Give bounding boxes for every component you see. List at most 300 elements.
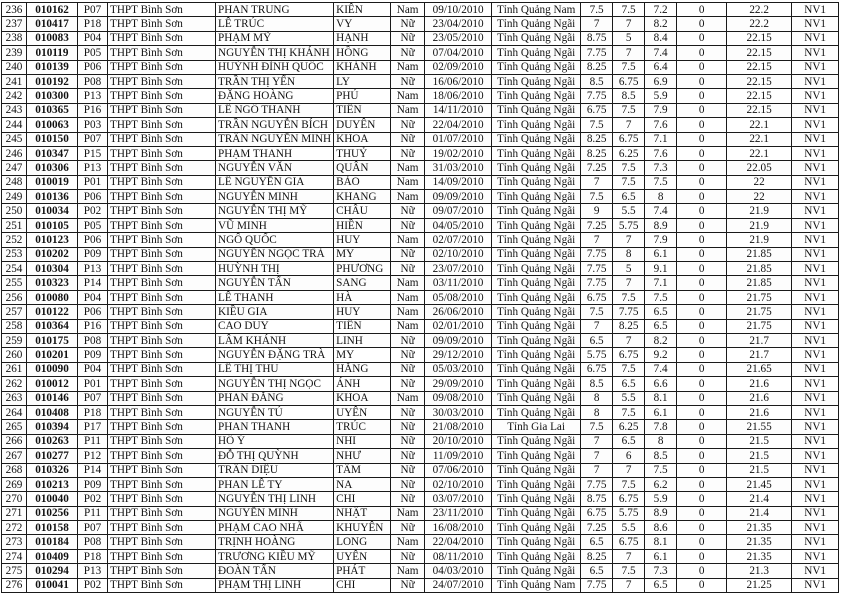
candidate-id-cell: 010034 (27, 204, 78, 218)
candidate-id-cell: 010063 (27, 118, 78, 132)
birthplace-cell: Tỉnh Quảng Ngãi (492, 521, 581, 535)
birth-date-cell: 02/07/2010 (425, 233, 492, 247)
surname-cell: NGUYỄN THỊ NGỌC (216, 377, 334, 391)
room-cell: P14 (78, 463, 108, 477)
score-3-cell: 6.6 (645, 377, 677, 391)
score-3-cell: 8 (645, 434, 677, 448)
candidate-id-cell: 010175 (27, 333, 78, 347)
table-row (2, 276, 839, 290)
total-cell: 21.4 (727, 506, 792, 520)
score-1-cell: 7 (581, 17, 613, 31)
birthplace-cell: Tỉnh Quảng Ngãi (492, 233, 581, 247)
room-cell: P11 (78, 506, 108, 520)
given-name-cell: HẠNH (334, 31, 391, 45)
bonus-cell: 0 (677, 74, 727, 88)
birthplace-cell: Tỉnh Quảng Ngãi (492, 362, 581, 376)
bonus-cell: 0 (677, 578, 727, 592)
school-cell: THPT Bình Sơn (108, 535, 216, 549)
choice-cell: NV1 (792, 17, 839, 31)
birth-date-cell: 07/06/2010 (425, 463, 492, 477)
table-row (2, 290, 839, 304)
table-row (2, 146, 839, 160)
stt-cell: 241 (2, 74, 27, 88)
given-name-cell: HỒNG (334, 46, 391, 60)
bonus-cell: 0 (677, 17, 727, 31)
birthplace-cell: Tỉnh Quảng Ngãi (492, 17, 581, 31)
birth-date-cell: 05/03/2010 (425, 362, 492, 376)
room-cell: P11 (78, 434, 108, 448)
birth-date-cell: 30/03/2010 (425, 405, 492, 419)
choice-cell: NV1 (792, 506, 839, 520)
choice-cell: NV1 (792, 477, 839, 491)
score-1-cell: 7.75 (581, 89, 613, 103)
given-name-cell: DUYÊN (334, 118, 391, 132)
birth-date-cell: 29/12/2010 (425, 348, 492, 362)
surname-cell: HỒ Ý (216, 434, 334, 448)
score-2-cell: 6.75 (613, 132, 645, 146)
score-1-cell: 7.25 (581, 218, 613, 232)
given-name-cell: HẰNG (334, 362, 391, 376)
room-cell: P13 (78, 262, 108, 276)
birth-date-cell: 24/07/2010 (425, 578, 492, 592)
stt-cell: 254 (2, 262, 27, 276)
school-cell: THPT Bình Sơn (108, 175, 216, 189)
surname-cell: LÊ TRÚC (216, 17, 334, 31)
total-cell: 22 (727, 190, 792, 204)
given-name-cell: HUY (334, 233, 391, 247)
birthplace-cell: Tỉnh Quảng Ngãi (492, 103, 581, 117)
birth-date-cell: 26/06/2010 (425, 305, 492, 319)
score-1-cell: 7.75 (581, 276, 613, 290)
gender-cell: Nữ (391, 348, 425, 362)
table-row (2, 262, 839, 276)
school-cell: THPT Bình Sơn (108, 132, 216, 146)
given-name-cell: LONG (334, 535, 391, 549)
birthplace-cell: Tỉnh Quảng Nam (492, 3, 581, 17)
school-cell: THPT Bình Sơn (108, 333, 216, 347)
surname-cell: LÂM KHÁNH (216, 333, 334, 347)
candidate-id-cell: 010158 (27, 521, 78, 535)
room-cell: P05 (78, 218, 108, 232)
candidate-id-cell: 010192 (27, 74, 78, 88)
given-name-cell: TIẾN (334, 319, 391, 333)
table-row (2, 305, 839, 319)
room-cell: P09 (78, 477, 108, 491)
bonus-cell: 0 (677, 46, 727, 60)
candidate-id-cell: 010277 (27, 449, 78, 463)
score-1-cell: 7 (581, 434, 613, 448)
stt-cell: 243 (2, 103, 27, 117)
table-row (2, 348, 839, 362)
birth-date-cell: 16/08/2010 (425, 521, 492, 535)
birthplace-cell: Tỉnh Quảng Ngãi (492, 492, 581, 506)
score-2-cell: 5.75 (613, 506, 645, 520)
score-3-cell: 7.5 (645, 290, 677, 304)
stt-cell: 251 (2, 218, 27, 232)
score-2-cell: 7.5 (613, 60, 645, 74)
surname-cell: LÊ THỊ THU (216, 362, 334, 376)
birthplace-cell: Tỉnh Quảng Ngãi (492, 434, 581, 448)
choice-cell: NV1 (792, 103, 839, 117)
surname-cell: TRẦN THỊ YẾN (216, 74, 334, 88)
stt-cell: 249 (2, 190, 27, 204)
choice-cell: NV1 (792, 31, 839, 45)
choice-cell: NV1 (792, 578, 839, 592)
birth-date-cell: 04/03/2010 (425, 564, 492, 578)
table-row (2, 420, 839, 434)
score-2-cell: 5 (613, 262, 645, 276)
score-2-cell: 7 (613, 463, 645, 477)
total-cell: 21.55 (727, 420, 792, 434)
birth-date-cell: 03/07/2010 (425, 492, 492, 506)
birthplace-cell: Tỉnh Quảng Nam (492, 578, 581, 592)
score-2-cell: 6.75 (613, 535, 645, 549)
score-2-cell: 8.5 (613, 89, 645, 103)
stt-cell: 236 (2, 3, 27, 17)
surname-cell: LÊ THANH (216, 290, 334, 304)
choice-cell: NV1 (792, 564, 839, 578)
birthplace-cell: Tỉnh Quảng Ngãi (492, 132, 581, 146)
score-3-cell: 7.9 (645, 233, 677, 247)
total-cell: 21.45 (727, 477, 792, 491)
score-3-cell: 8.2 (645, 17, 677, 31)
bonus-cell: 0 (677, 60, 727, 74)
given-name-cell: KHÁNH (334, 60, 391, 74)
stt-cell: 245 (2, 132, 27, 146)
score-3-cell: 6.4 (645, 60, 677, 74)
stt-cell: 237 (2, 17, 27, 31)
stt-cell: 262 (2, 377, 27, 391)
bonus-cell: 0 (677, 391, 727, 405)
room-cell: P02 (78, 578, 108, 592)
gender-cell: Nữ (391, 477, 425, 491)
score-1-cell: 8.75 (581, 31, 613, 45)
score-1-cell: 6.75 (581, 103, 613, 117)
score-2-cell: 8 (613, 247, 645, 261)
room-cell: P14 (78, 276, 108, 290)
birth-date-cell: 23/07/2010 (425, 262, 492, 276)
score-3-cell: 9.2 (645, 348, 677, 362)
table-row (2, 521, 839, 535)
score-3-cell: 7.6 (645, 118, 677, 132)
room-cell: P15 (78, 146, 108, 160)
score-2-cell: 7 (613, 46, 645, 60)
school-cell: THPT Bình Sơn (108, 506, 216, 520)
stt-cell: 248 (2, 175, 27, 189)
birthplace-cell: Tỉnh Quảng Ngãi (492, 190, 581, 204)
choice-cell: NV1 (792, 305, 839, 319)
given-name-cell: VY (334, 17, 391, 31)
score-2-cell: 7.5 (613, 405, 645, 419)
total-cell: 21.65 (727, 362, 792, 376)
birth-date-cell: 23/05/2010 (425, 31, 492, 45)
score-3-cell: 7.9 (645, 103, 677, 117)
score-2-cell: 6.75 (613, 74, 645, 88)
candidate-id-cell: 010090 (27, 362, 78, 376)
score-3-cell: 7.5 (645, 175, 677, 189)
gender-cell: Nam (391, 233, 425, 247)
gender-cell: Nữ (391, 31, 425, 45)
given-name-cell: NHẬT (334, 506, 391, 520)
table-row (2, 492, 839, 506)
surname-cell: TRẦN DIỆU (216, 463, 334, 477)
score-1-cell: 8.25 (581, 132, 613, 146)
score-1-cell: 9 (581, 204, 613, 218)
total-cell: 21.25 (727, 578, 792, 592)
bonus-cell: 0 (677, 521, 727, 535)
school-cell: THPT Bình Sơn (108, 276, 216, 290)
gender-cell: Nam (391, 506, 425, 520)
table-row (2, 549, 839, 563)
candidate-id-cell: 010122 (27, 305, 78, 319)
table-row (2, 564, 839, 578)
stt-cell: 259 (2, 333, 27, 347)
choice-cell: NV1 (792, 3, 839, 17)
gender-cell: Nam (391, 535, 425, 549)
room-cell: P06 (78, 190, 108, 204)
total-cell: 21.6 (727, 377, 792, 391)
choice-cell: NV1 (792, 449, 839, 463)
choice-cell: NV1 (792, 74, 839, 88)
given-name-cell: NHƯ (334, 449, 391, 463)
surname-cell: NGUYỄN TÚ (216, 405, 334, 419)
room-cell: P16 (78, 319, 108, 333)
gender-cell: Nữ (391, 17, 425, 31)
school-cell: THPT Bình Sơn (108, 377, 216, 391)
gender-cell: Nam (391, 60, 425, 74)
score-3-cell: 8.1 (645, 391, 677, 405)
total-cell: 21.75 (727, 319, 792, 333)
bonus-cell: 0 (677, 132, 727, 146)
table-row (2, 31, 839, 45)
score-2-cell: 6.25 (613, 420, 645, 434)
gender-cell: Nữ (391, 262, 425, 276)
total-cell: 22 (727, 175, 792, 189)
gender-cell: Nữ (391, 362, 425, 376)
total-cell: 21.7 (727, 348, 792, 362)
surname-cell: NGUYỄN MINH (216, 190, 334, 204)
room-cell: P18 (78, 549, 108, 563)
room-cell: P09 (78, 348, 108, 362)
school-cell: THPT Bình Sơn (108, 420, 216, 434)
stt-cell: 256 (2, 290, 27, 304)
score-2-cell: 5.5 (613, 204, 645, 218)
candidate-id-cell: 010040 (27, 492, 78, 506)
given-name-cell: MY (334, 247, 391, 261)
score-1-cell: 7 (581, 175, 613, 189)
table-row (2, 391, 839, 405)
gender-cell: Nữ (391, 333, 425, 347)
score-3-cell: 5.9 (645, 89, 677, 103)
table-row (2, 89, 839, 103)
total-cell: 21.7 (727, 333, 792, 347)
birth-date-cell: 20/10/2010 (425, 434, 492, 448)
table-row (2, 175, 839, 189)
given-name-cell: QUÂN (334, 161, 391, 175)
stt-cell: 273 (2, 535, 27, 549)
room-cell: P16 (78, 103, 108, 117)
candidate-id-cell: 010083 (27, 31, 78, 45)
school-cell: THPT Bình Sơn (108, 46, 216, 60)
choice-cell: NV1 (792, 190, 839, 204)
total-cell: 21.85 (727, 247, 792, 261)
stt-cell: 255 (2, 276, 27, 290)
bonus-cell: 0 (677, 477, 727, 491)
total-cell: 22.2 (727, 3, 792, 17)
bonus-cell: 0 (677, 103, 727, 117)
score-2-cell: 7.5 (613, 362, 645, 376)
given-name-cell: TRÚC (334, 420, 391, 434)
table-row (2, 74, 839, 88)
choice-cell: NV1 (792, 118, 839, 132)
stt-cell: 272 (2, 521, 27, 535)
choice-cell: NV1 (792, 218, 839, 232)
gender-cell: Nam (391, 391, 425, 405)
table-row (2, 132, 839, 146)
birth-date-cell: 14/11/2010 (425, 103, 492, 117)
gender-cell: Nữ (391, 132, 425, 146)
table-row (2, 161, 839, 175)
score-3-cell: 7.5 (645, 463, 677, 477)
given-name-cell: CHI (334, 492, 391, 506)
surname-cell: PHAN LÊ TY (216, 477, 334, 491)
score-3-cell: 8.9 (645, 218, 677, 232)
score-1-cell: 8 (581, 405, 613, 419)
total-cell: 21.5 (727, 463, 792, 477)
total-cell: 21.9 (727, 233, 792, 247)
birthplace-cell: Tỉnh Quảng Ngãi (492, 31, 581, 45)
gender-cell: Nam (391, 276, 425, 290)
given-name-cell: LINH (334, 333, 391, 347)
given-name-cell: HÀ (334, 290, 391, 304)
choice-cell: NV1 (792, 420, 839, 434)
candidate-id-cell: 010294 (27, 564, 78, 578)
score-1-cell: 7.75 (581, 46, 613, 60)
surname-cell: HUỲNH ĐÌNH QUỐC (216, 60, 334, 74)
school-cell: THPT Bình Sơn (108, 74, 216, 88)
room-cell: P01 (78, 377, 108, 391)
choice-cell: NV1 (792, 521, 839, 535)
bonus-cell: 0 (677, 506, 727, 520)
birthplace-cell: Tỉnh Quảng Ngãi (492, 477, 581, 491)
room-cell: P08 (78, 333, 108, 347)
total-cell: 21.5 (727, 434, 792, 448)
birthplace-cell: Tỉnh Quảng Ngãi (492, 118, 581, 132)
birth-date-cell: 09/09/2010 (425, 333, 492, 347)
score-1-cell: 6.5 (581, 333, 613, 347)
choice-cell: NV1 (792, 46, 839, 60)
score-2-cell: 7.5 (613, 477, 645, 491)
stt-cell: 269 (2, 477, 27, 491)
score-1-cell: 8.5 (581, 74, 613, 88)
bonus-cell: 0 (677, 262, 727, 276)
given-name-cell: MY (334, 348, 391, 362)
score-2-cell: 7 (613, 549, 645, 563)
score-2-cell: 7.5 (613, 175, 645, 189)
gender-cell: Nữ (391, 377, 425, 391)
given-name-cell: KHUYÊN (334, 521, 391, 535)
bonus-cell: 0 (677, 233, 727, 247)
candidate-id-cell: 010041 (27, 578, 78, 592)
surname-cell: NGUYỄN THỊ LINH (216, 492, 334, 506)
score-3-cell: 7.8 (645, 420, 677, 434)
table-row (2, 118, 839, 132)
room-cell: P09 (78, 247, 108, 261)
birthplace-cell: Tỉnh Quảng Ngãi (492, 333, 581, 347)
bonus-cell: 0 (677, 161, 727, 175)
surname-cell: PHẠM THANH (216, 146, 334, 160)
bonus-cell: 0 (677, 118, 727, 132)
surname-cell: NGÔ QUỐC (216, 233, 334, 247)
gender-cell: Nữ (391, 420, 425, 434)
school-cell: THPT Bình Sơn (108, 434, 216, 448)
surname-cell: NGUYỄN THỊ KHÁNH (216, 46, 334, 60)
room-cell: P17 (78, 420, 108, 434)
gender-cell: Nữ (391, 74, 425, 88)
score-1-cell: 6.5 (581, 564, 613, 578)
bonus-cell: 0 (677, 362, 727, 376)
gender-cell: Nam (391, 175, 425, 189)
school-cell: THPT Bình Sơn (108, 60, 216, 74)
school-cell: THPT Bình Sơn (108, 146, 216, 160)
score-3-cell: 8.1 (645, 535, 677, 549)
score-2-cell: 7.5 (613, 564, 645, 578)
school-cell: THPT Bình Sơn (108, 262, 216, 276)
stt-cell: 247 (2, 161, 27, 175)
score-3-cell: 8.4 (645, 31, 677, 45)
score-2-cell: 7.5 (613, 3, 645, 17)
table-row (2, 362, 839, 376)
bonus-cell: 0 (677, 290, 727, 304)
gender-cell: Nam (391, 161, 425, 175)
bonus-cell: 0 (677, 333, 727, 347)
school-cell: THPT Bình Sơn (108, 362, 216, 376)
birth-date-cell: 29/09/2010 (425, 377, 492, 391)
score-1-cell: 7 (581, 233, 613, 247)
choice-cell: NV1 (792, 60, 839, 74)
surname-cell: NGUYỄN MINH (216, 506, 334, 520)
score-2-cell: 6.5 (613, 434, 645, 448)
birth-date-cell: 16/06/2010 (425, 74, 492, 88)
table-row (2, 535, 839, 549)
candidate-id-cell: 010136 (27, 190, 78, 204)
bonus-cell: 0 (677, 247, 727, 261)
candidate-id-cell: 010012 (27, 377, 78, 391)
given-name-cell: CHI (334, 578, 391, 592)
stt-cell: 271 (2, 506, 27, 520)
choice-cell: NV1 (792, 290, 839, 304)
candidate-id-cell: 010326 (27, 463, 78, 477)
stt-cell: 263 (2, 391, 27, 405)
school-cell: THPT Bình Sơn (108, 204, 216, 218)
score-2-cell: 7.5 (613, 103, 645, 117)
score-2-cell: 7.5 (613, 290, 645, 304)
choice-cell: NV1 (792, 405, 839, 419)
total-cell: 21.3 (727, 564, 792, 578)
school-cell: THPT Bình Sơn (108, 305, 216, 319)
gender-cell: Nữ (391, 118, 425, 132)
score-2-cell: 8.25 (613, 319, 645, 333)
total-cell: 21.85 (727, 262, 792, 276)
birthplace-cell: Tỉnh Quảng Ngãi (492, 535, 581, 549)
given-name-cell: HUY (334, 305, 391, 319)
surname-cell: PHẠM MỸ (216, 31, 334, 45)
bonus-cell: 0 (677, 175, 727, 189)
surname-cell: ĐỖ THỊ QUỲNH (216, 449, 334, 463)
room-cell: P02 (78, 492, 108, 506)
total-cell: 21.75 (727, 290, 792, 304)
stt-cell: 261 (2, 362, 27, 376)
